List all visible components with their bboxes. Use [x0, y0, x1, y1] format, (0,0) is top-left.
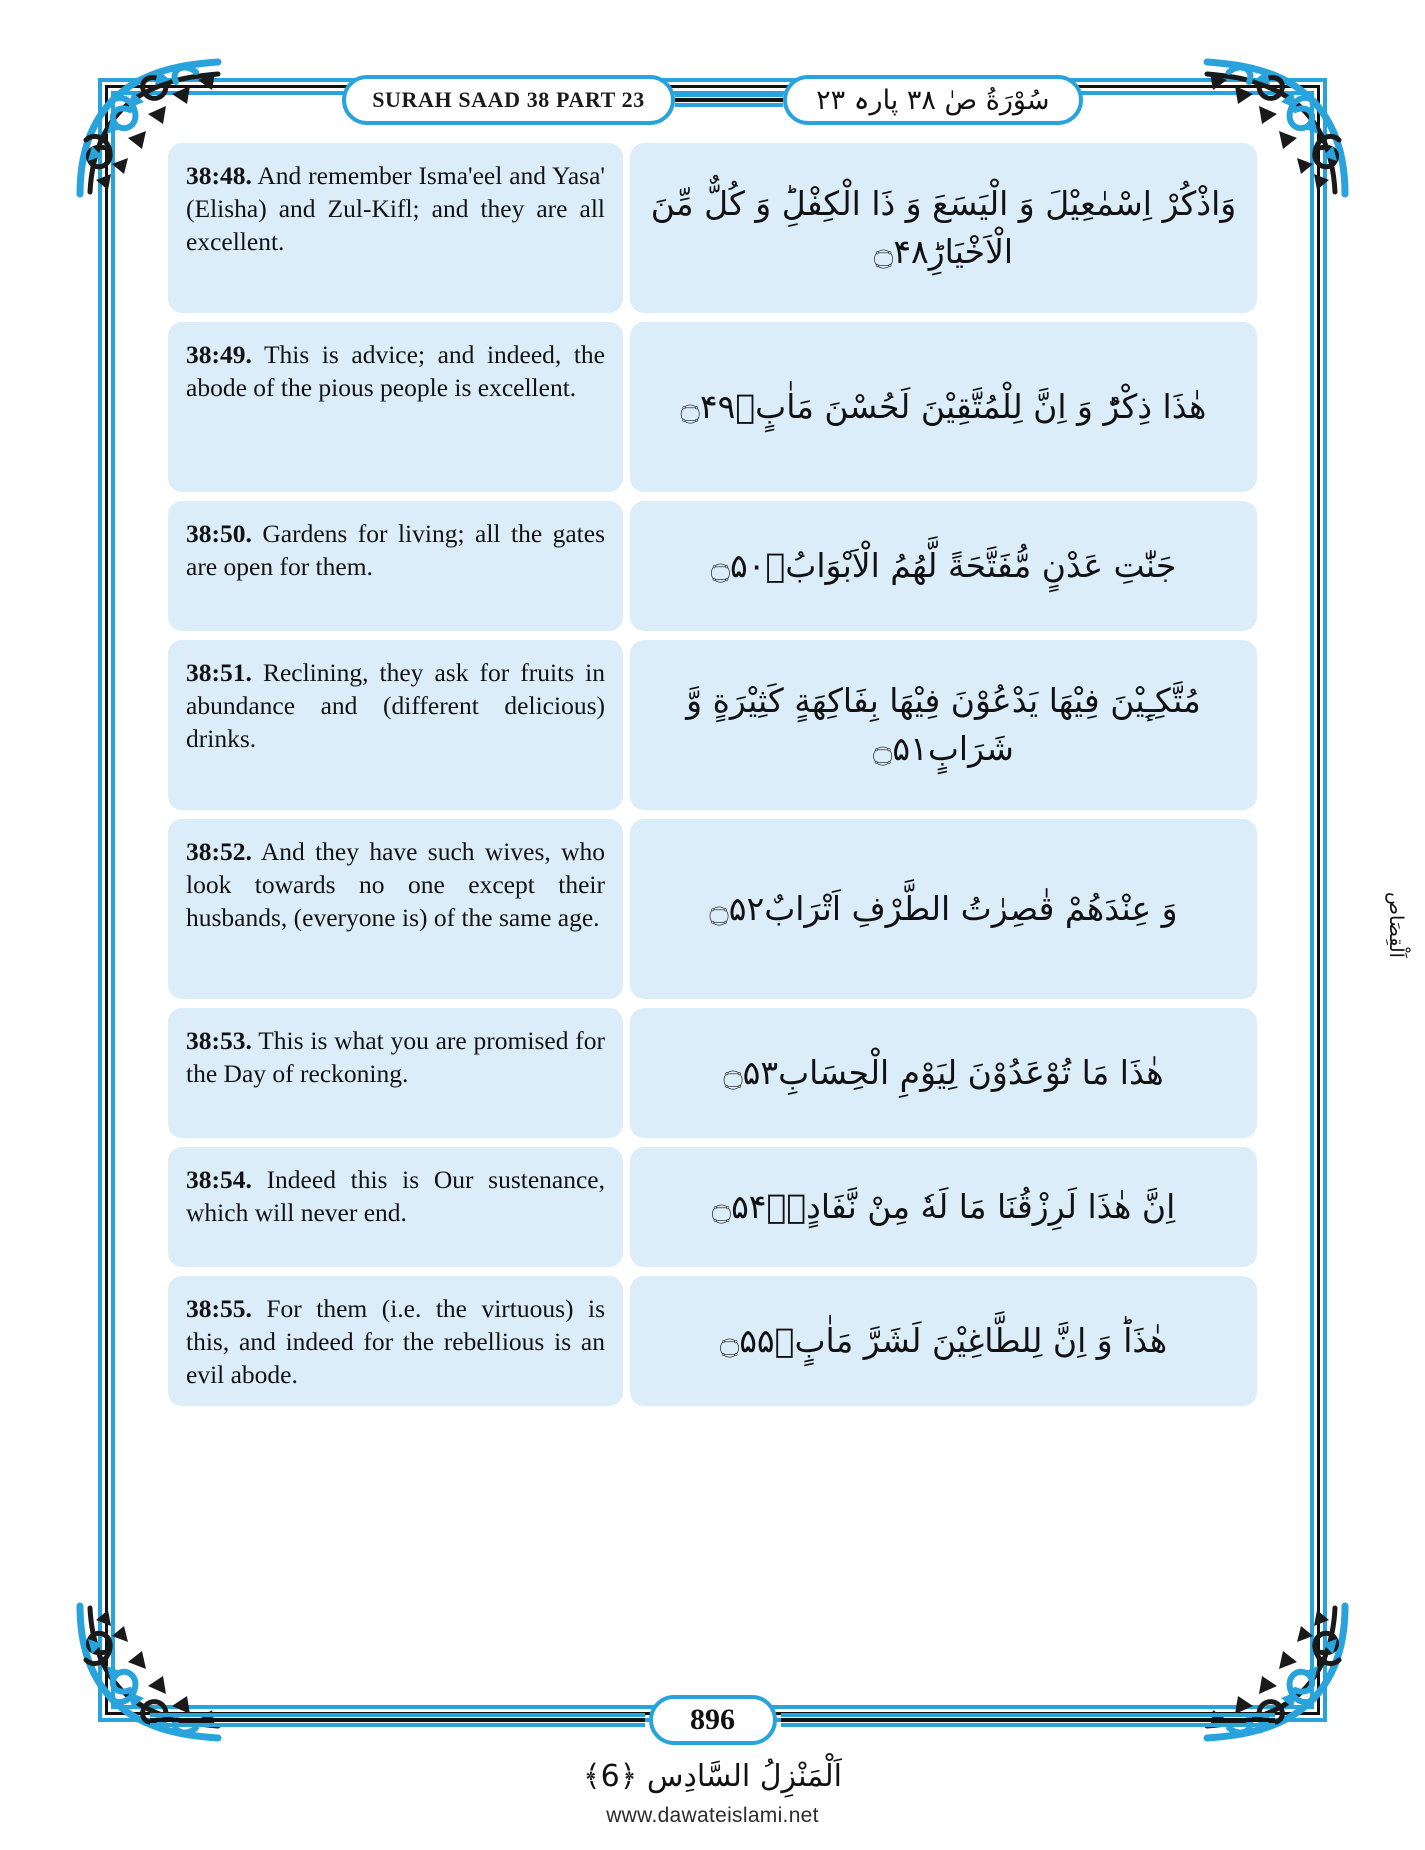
verse-arabic-cell — [630, 1147, 1257, 1267]
verse-row — [168, 819, 1257, 999]
surah-title-pill-arabic — [783, 75, 1083, 125]
verse-translation-text: Gardens for living; all the gates are open for them. — [186, 519, 605, 582]
verse-row — [168, 1147, 1257, 1267]
page-footer — [150, 1694, 1275, 1746]
verse-translation-text: This is what you are promised for the Day of reckoning. — [186, 1026, 605, 1089]
verse-translation-text: Reclining, they ask for fruits in abundance and (different delicious) drinks. — [186, 658, 605, 754]
verse-row — [168, 640, 1257, 810]
verse-number: 38:53. — [186, 1026, 252, 1055]
verse-arabic-cell — [630, 322, 1257, 492]
verse-arabic-cell — [630, 819, 1257, 999]
page-title: SURAH SAAD 38 PART 23 — [372, 87, 645, 112]
surah-title-pill — [342, 75, 675, 125]
verse-row — [168, 1008, 1257, 1138]
footer-rule-left — [150, 1713, 645, 1727]
verse-arabic-cell — [630, 143, 1257, 313]
website-url: www.dawateislami.net — [606, 1804, 819, 1827]
verse-translation-cell — [168, 640, 623, 810]
verse-number: 38:50. — [186, 519, 252, 548]
verse-arabic-text: وَ عِنْدَهُمْ قٰصِرٰتُ الطَّرْفِ اَتْرَابٌ۝۵۲ — [709, 888, 1178, 928]
verse-arabic-text: اِنَّ هٰذَا لَرِزْقُنَا مَا لَهٗ مِنْ نَّفَادٍۚۖ۝۵۴ — [711, 1186, 1176, 1226]
verse-arabic-text: هٰذَا ذِكْرٌؕ وَ اِنَّ لِلْمُتَّقِیْنَ لَحُسْنَ مَاٰبٍۙ۝۴۹ — [680, 386, 1207, 426]
verse-number: 38:51. — [186, 658, 252, 687]
verse-row — [168, 143, 1257, 313]
page-header — [150, 72, 1275, 128]
verse-translation-cell — [168, 1008, 623, 1138]
verse-arabic-cell — [630, 501, 1257, 631]
verse-arabic-text: هٰذَاؕ وَ اِنَّ لِلطَّاغِیْنَ لَشَرَّ مَاٰبٍۙ۝۵۵ — [719, 1320, 1168, 1360]
verse-translation-text: And remember Isma'eel and Yasa' (Elisha) and Zul-Kifl; and they are all excellent. — [186, 161, 606, 257]
verse-row — [168, 501, 1257, 631]
verse-arabic-text: وَاذْكُرْ اِسْمٰعِیْلَ وَ الْیَسَعَ وَ ذَا الْكِفْلِؕ وَ كُلٌّ مِّنَ الْاَخْیَارِؕ۝۴۸ — [650, 183, 1237, 271]
manzil-label: اَلْمَنْزِلُ السَّادِس ﴿6﴾ — [583, 1759, 842, 1794]
verse-translation-text: Indeed this is Our sustenance, which will never end. — [186, 1165, 606, 1228]
verse-row — [168, 322, 1257, 492]
verse-arabic-text: مُتَّكِـِٕیْنَ فِیْهَا یَدْعُوْنَ فِیْهَا بِفَاكِهَةٍ كَثِیْرَةٍ وَّ شَرَابٍ۝۵۱ — [686, 680, 1201, 768]
verse-translation-text: For them (i.e. the virtuous) is this, and indeed for the rebellious is an evil abode. — [186, 1294, 606, 1390]
verse-translation-cell — [168, 143, 623, 313]
page-number-badge: 896 — [649, 1695, 777, 1745]
footer-rule-right — [781, 1713, 1276, 1727]
verse-number: 38:54. — [186, 1165, 252, 1194]
verse-arabic-cell — [630, 1008, 1257, 1138]
verse-arabic-text: جَنّٰتِ عَدْنٍ مُّفَتَّحَةً لَّهُمُ الْاَبْوَابُۚ۝۵۰ — [710, 545, 1177, 585]
verse-number: 38:55. — [186, 1294, 252, 1323]
margin-section-label: اَلْقِصَاص — [1385, 892, 1407, 958]
page-title-arabic: سُوْرَةُ صٰ ۳۸ پارہ ۲۳ — [816, 84, 1050, 116]
verse-list — [168, 143, 1257, 1698]
verse-translation-cell — [168, 501, 623, 631]
verse-arabic-cell — [630, 640, 1257, 810]
verse-arabic-text: هٰذَا مَا تُوْعَدُوْنَ لِیَوْمِ الْحِسَابِ۝۵۳ — [723, 1052, 1164, 1092]
header-connector-rule — [675, 93, 783, 107]
verse-translation-text: And they have such wives, who look towards no one except their husbands, (everyone is) of the same age. — [186, 837, 605, 933]
verse-translation-cell — [168, 819, 623, 999]
verse-translation-cell — [168, 1276, 623, 1406]
verse-translation-cell — [168, 322, 623, 492]
verse-translation-cell — [168, 1147, 623, 1267]
verse-row — [168, 1276, 1257, 1406]
verse-arabic-cell — [630, 1276, 1257, 1406]
verse-number: 38:48. — [186, 161, 252, 190]
verse-number: 38:52. — [186, 837, 252, 866]
verse-translation-text: This is advice; and indeed, the abode of the pious people is excellent. — [186, 340, 605, 403]
verse-number: 38:49. — [186, 340, 252, 369]
